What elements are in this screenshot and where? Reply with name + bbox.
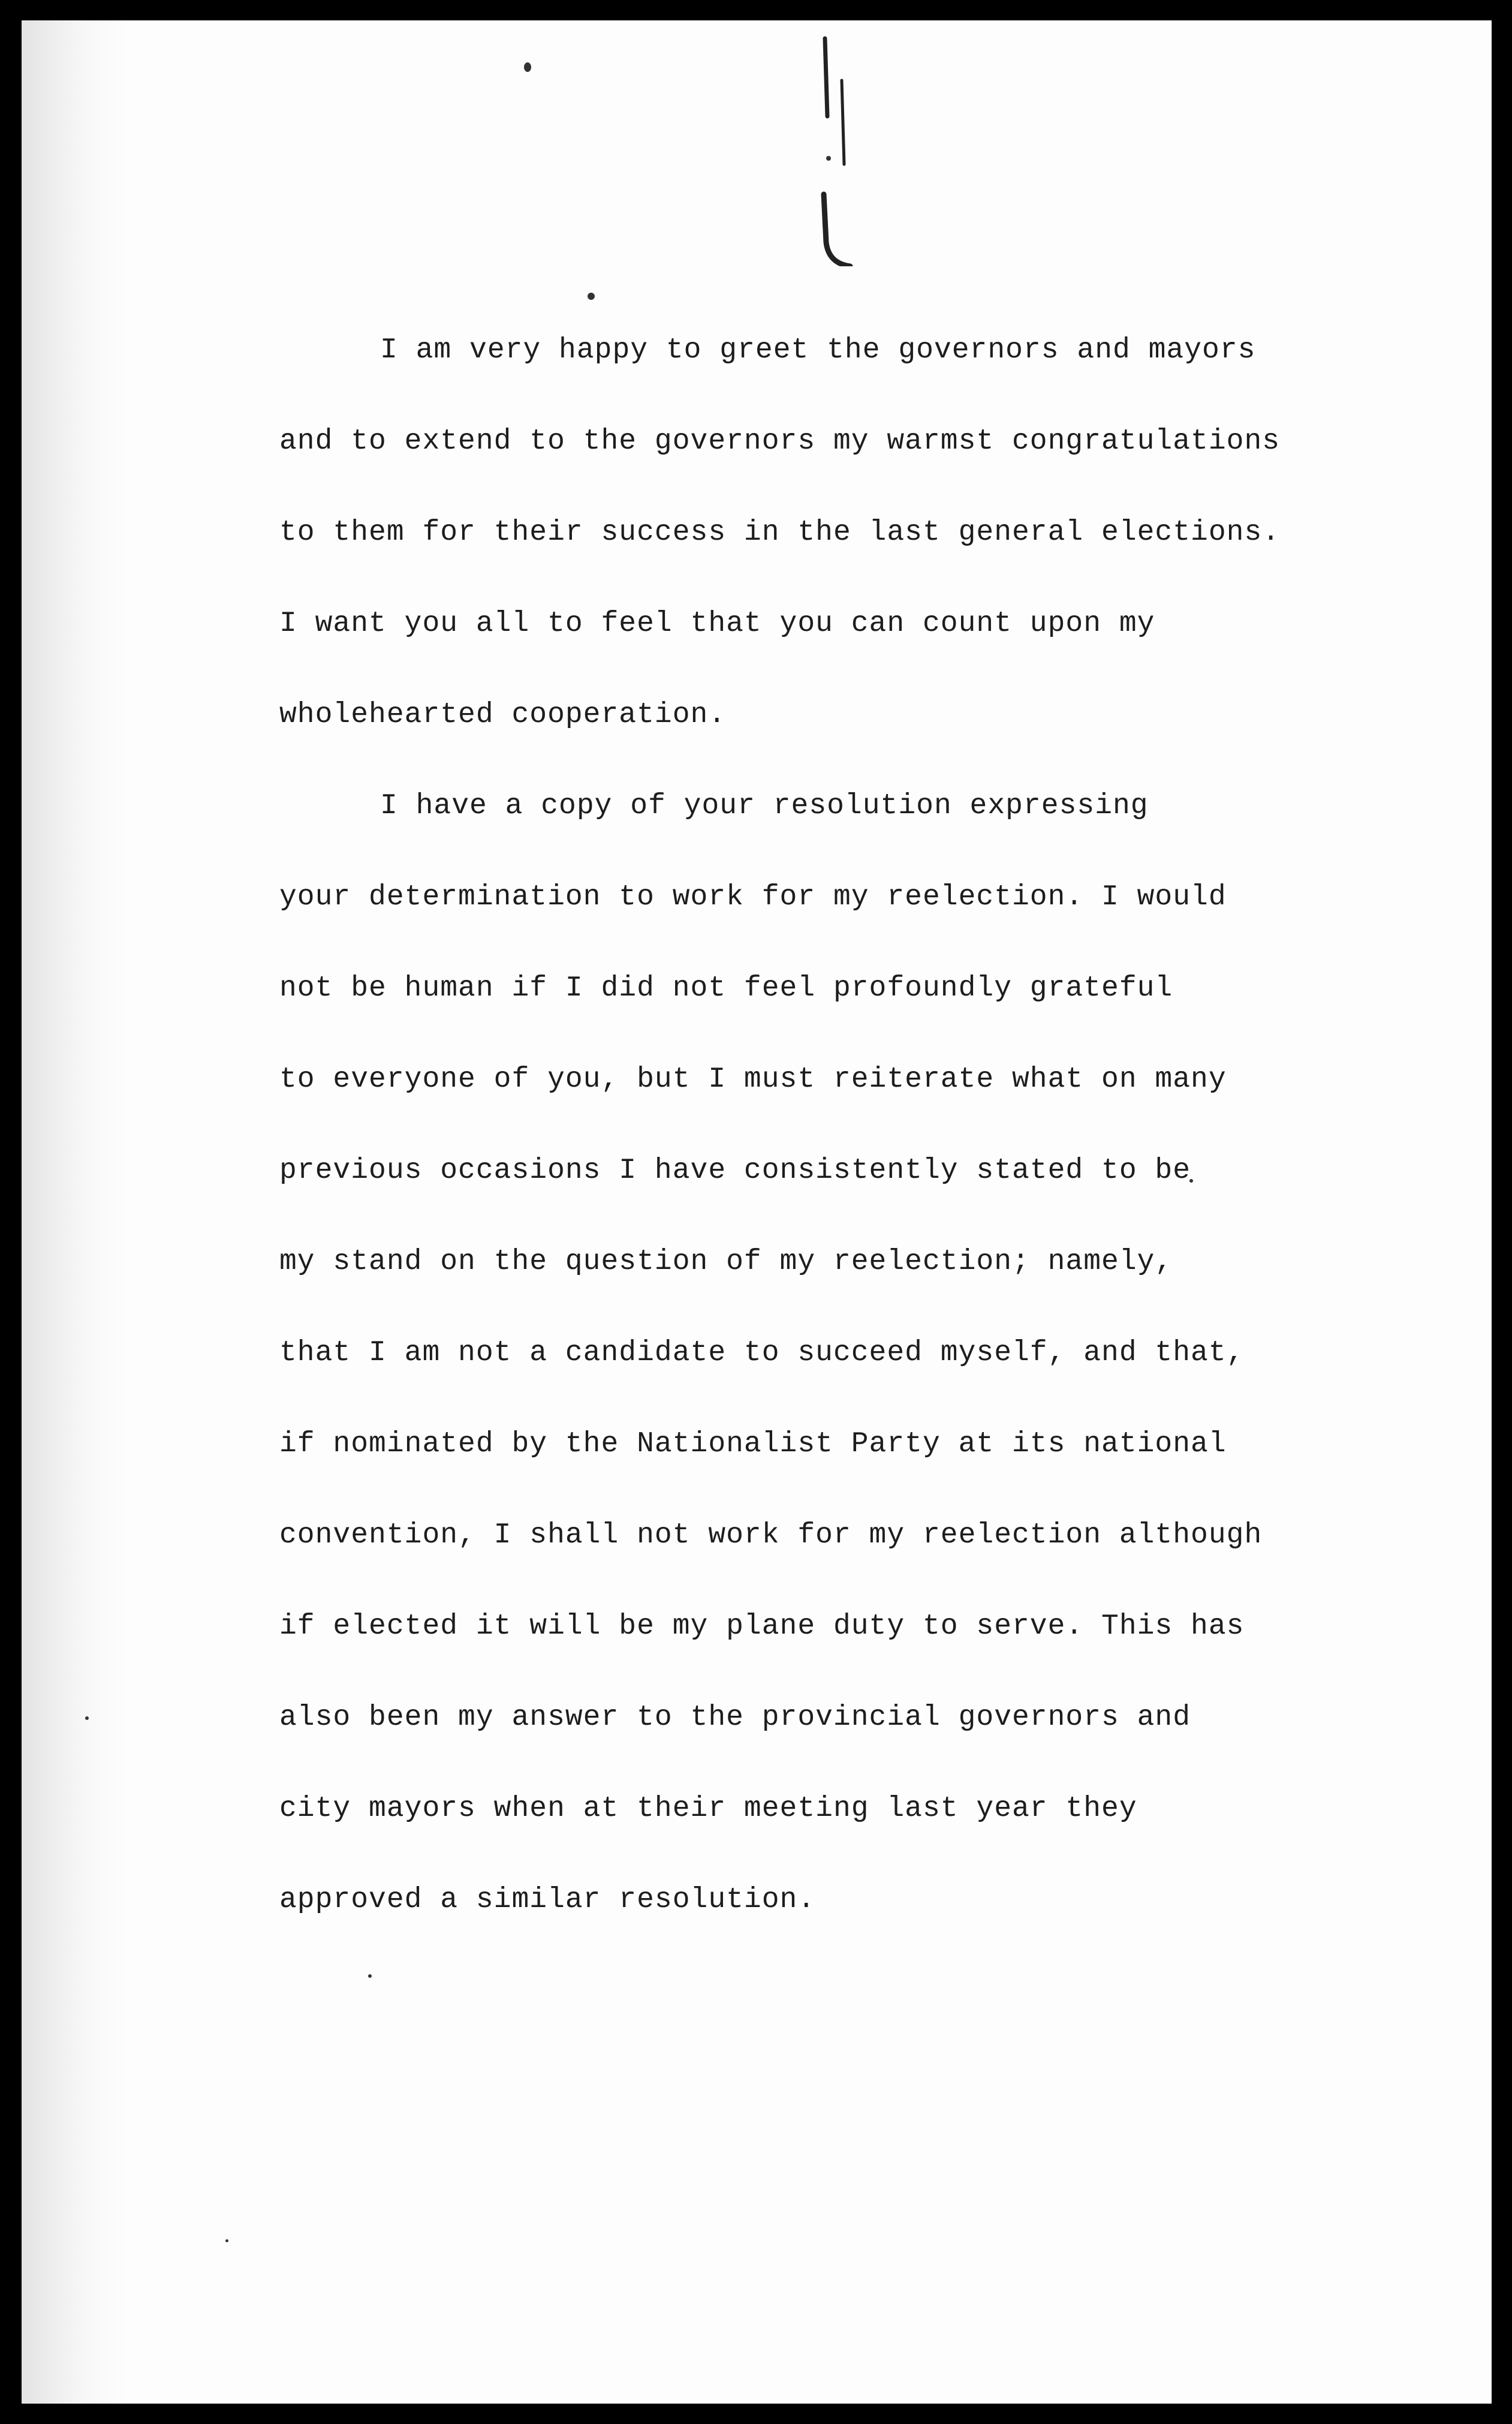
text-line: if nominated by the Nationalist Party at its national	[279, 1428, 1227, 1460]
text-line: wholehearted cooperation.	[279, 699, 727, 731]
text-line: my stand on the question of my reelection; namely,	[279, 1246, 1173, 1278]
text-line: city mayors when at their meeting last year they	[279, 1793, 1137, 1825]
text-line: I have a copy of your resolution expressing	[380, 790, 1149, 822]
ink-speck	[368, 1974, 372, 1978]
letter-body	[279, 320, 1418, 1961]
text-line: convention, I shall not work for my reelection although	[279, 1519, 1263, 1551]
text-line: to them for their success in the last general elections.	[279, 516, 1281, 549]
ink-speck	[225, 2239, 228, 2242]
paragraph-2	[279, 776, 1418, 1961]
paragraph-1	[279, 320, 1418, 776]
scan-shading	[22, 20, 129, 2404]
text-line: that I am not a candidate to succeed myself, and that,	[279, 1337, 1245, 1369]
document-page	[22, 20, 1492, 2404]
ink-speck	[85, 1716, 89, 1720]
text-line: not be human if I did not feel profoundly grateful	[279, 972, 1173, 1005]
text-line: previous occasions I have consistently stated to be	[279, 1154, 1191, 1187]
text-line: to everyone of you, but I must reiterate what on many	[279, 1063, 1227, 1096]
ink-speck	[588, 293, 595, 300]
ink-speck	[524, 62, 531, 72]
text-line: if elected it will be my plane duty to serve. This has	[279, 1610, 1245, 1643]
text-line: and to extend to the governors my warmst congratulations	[279, 425, 1281, 458]
binding-mark	[813, 26, 867, 266]
text-line: I am very happy to greet the governors and mayors	[380, 334, 1256, 366]
text-line: also been my answer to the provincial governors and	[279, 1701, 1191, 1734]
text-line: I want you all to feel that you can count upon my	[279, 607, 1155, 640]
text-line: your determination to work for my reelection. I would	[279, 881, 1227, 913]
text-line: approved a similar resolution.	[279, 1884, 816, 1916]
